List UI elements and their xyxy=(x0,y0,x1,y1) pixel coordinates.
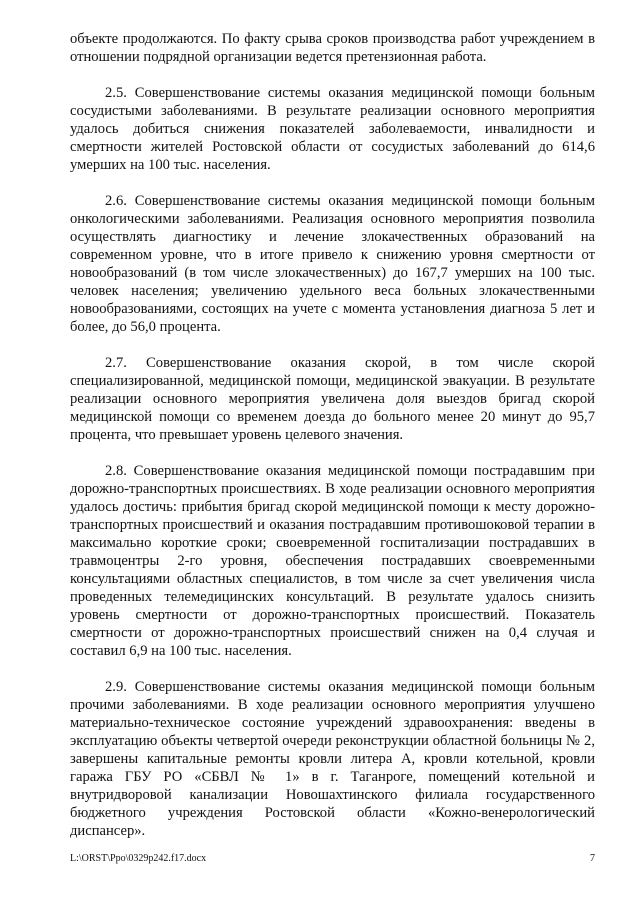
paragraph-2-5: 2.5. Совершенствование системы оказания медицинской помощи больным сосудистыми заболеваниями. В результате реализации основного мероприятия удалось добиться снижения показателей заболеваемости, инвалидности и смертности жителей Ростовской области от сосудистых заболеваний до 614,6 умерших на 100 тыс. населения. xyxy=(70,85,595,173)
paragraph-2-9: 2.9. Совершенствование системы оказания медицинской помощи больным прочими заболеваниями. В ходе реализации основного мероприятия улучшено материально-техническое состояние учреждений здравоохранения: введены в эксплуатацию объекты четвертой очереди реконструкции областной больницы № 2, завершены капитальные ремонты кровли литера А, кровли котельной, кровли гаража ГБУ РО «СБВЛ № 1» в г. Таганроге, помещений котельной и внутридворовой канализации Новошахтинского филиала государственного бюджетного учреждения Ростовской области «Кожно-венерологический диспансер». xyxy=(70,679,595,839)
paragraph-continuation: объекте продолжаются. По факту срыва сроков производства работ учреждением в отношении подрядной организации ведется претензионная работа. xyxy=(70,31,595,65)
paragraph-gap xyxy=(70,66,595,84)
footer-file-path: L:\ORST\Ppo\0329p242.f17.docx xyxy=(70,853,207,864)
paragraph-gap xyxy=(70,174,595,192)
paragraph-gap xyxy=(70,444,595,462)
paragraph-2-6: 2.6. Совершенствование системы оказания медицинской помощи больным онкологическими заболеваниями. Реализация основного мероприятия позволила осуществлять диагностику и лечение злокачественных образований на современном уровне, что в итоге привело к снижению уровня смертности от новообразований (в том числе злокачественных) до 167,7 умерших на 100 тыс. человек населения; увеличению удельного веса больных злокачественными новообразованиями, состоящих на учете с момента установления диагноза 5 лет и более, до 56,0 процента. xyxy=(70,193,595,335)
paragraph-gap xyxy=(70,660,595,678)
document-body xyxy=(70,30,595,840)
paragraph-2-7: 2.7. Совершенствование оказания скорой, в том числе скорой специализированной, медицинской помощи, медицинской эвакуации. В результате реализации основного мероприятия увеличена доля выездов бригад скорой медицинской помощи со временем доезда до больного менее 20 минут до 95,7 процента, что превышает уровень целевого значения. xyxy=(70,355,595,443)
paragraph-2-8: 2.8. Совершенствование оказания медицинской помощи пострадавшим при дорожно-транспортных происшествиях. В ходе реализации основного мероприятия удалось достичь: прибытия бригад скорой медицинской помощи к месту дорожно-транспортных происшествий и оказания пострадавшим противошоковой терапии в максимально короткие сроки; своевременной госпитализации пострадавших в травмоцентры 2-го уровня, обеспечения пострадавших своевременными консультациями областных специалистов, в том числе за счет увеличения числа проведенных телемедицинских консультаций. В результате удалось снизить уровень смертности от дорожно-транспортных происшествий. Показатель смертности от дорожно-транспортных происшествий снижен на 0,4 случая и составил 6,9 на 100 тыс. населения. xyxy=(70,463,595,659)
page-footer xyxy=(70,853,595,865)
page-number: 7 xyxy=(590,853,595,864)
paragraph-gap xyxy=(70,336,595,354)
